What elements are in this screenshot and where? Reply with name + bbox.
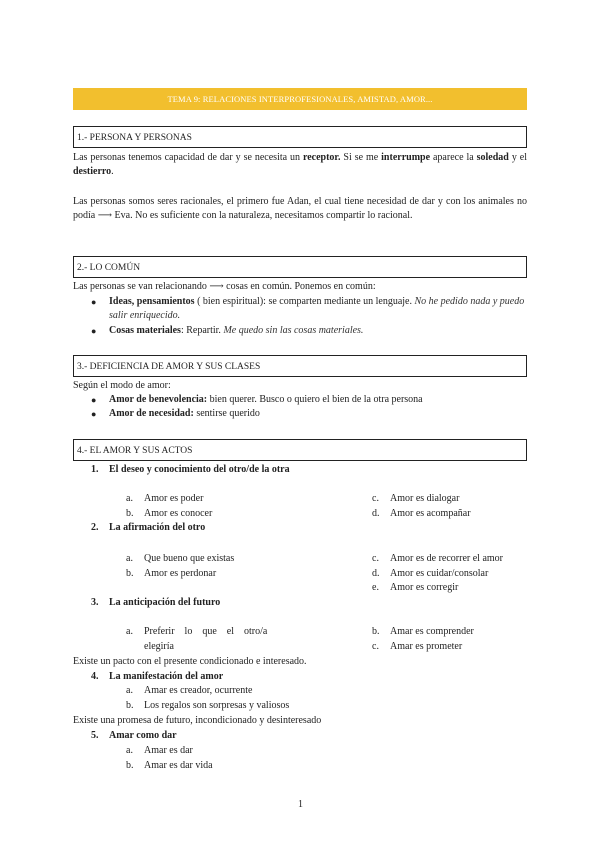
list-item — [126, 625, 267, 639]
section-1-paragraph-1 — [73, 151, 527, 179]
bullet-text — [109, 407, 527, 421]
list-letter: c. — [372, 553, 379, 564]
list-letter: b. — [126, 700, 134, 711]
promise-note: Existe una promesa de futuro, incondicionado y desinteresado — [73, 715, 322, 726]
list-item — [126, 744, 193, 758]
section-2-intro: Las personas se van relacionando ⟶ cosas en común. Ponemos en común: — [73, 281, 376, 292]
text: Las personas tenemos capacidad de dar y se necesita un — [73, 152, 303, 163]
list-letter: b. — [372, 626, 380, 637]
text-bold: Amor de necesidad: — [109, 408, 194, 419]
list-text: Amor es perdonar — [144, 568, 217, 579]
topic-banner: TEMA 9: RELACIONES INTERPROFESIONALES, AMISTAD, AMOR... — [73, 88, 527, 110]
list-text: Los regalos son sorpresas y valiosos — [144, 700, 290, 711]
list-text: Amor es poder — [144, 493, 204, 504]
list-item — [372, 567, 488, 581]
list-item — [126, 699, 289, 713]
text-bold: destierro — [73, 166, 112, 177]
list-letter: c. — [372, 493, 379, 504]
text: Si se me — [340, 152, 382, 163]
list-text: Amar es dar — [144, 745, 193, 756]
section-3-intro: Según el modo de amor: — [73, 380, 171, 391]
text-bold: soledad — [476, 152, 509, 163]
list-text: Amor es conocer — [144, 508, 213, 519]
list-item — [372, 492, 459, 506]
list-heading: Amar como dar — [109, 730, 177, 741]
bullet-icon: ● — [91, 395, 97, 405]
list-letter: a. — [126, 493, 133, 504]
act-4-heading — [91, 670, 223, 684]
list-text: Amor es dialogar — [390, 493, 460, 504]
text: y el — [508, 152, 527, 163]
bullet-icon: ● — [91, 297, 97, 307]
list-heading: La anticipación del futuro — [109, 597, 221, 608]
list-text: Amar es dar vida — [144, 760, 213, 771]
act-3-heading — [91, 596, 220, 610]
list-item — [372, 640, 462, 654]
list-heading: El deseo y conocimiento del otro/de la otra — [109, 464, 290, 475]
list-heading: La manifestación del amor — [109, 671, 224, 682]
list-letter: a. — [126, 745, 133, 756]
bullet-icon: ● — [91, 409, 97, 419]
list-letter: a. — [126, 626, 133, 637]
text: ( bien espiritual): se comparten mediante un lenguaje. — [194, 296, 415, 307]
act-1-heading — [91, 463, 290, 477]
list-item — [126, 684, 252, 698]
text: sentirse querido — [193, 408, 260, 419]
list-text: Amar es prometer — [390, 641, 463, 652]
list-number: 5. — [91, 730, 99, 741]
list-letter: b. — [126, 508, 134, 519]
list-text: Amor es acompañar — [390, 508, 471, 519]
list-item — [126, 567, 216, 581]
bullet-text — [109, 324, 527, 338]
list-item — [372, 581, 458, 595]
page-number: 1 — [298, 799, 303, 810]
list-item — [126, 507, 212, 521]
list-item — [126, 552, 234, 566]
list-letter: d. — [372, 508, 380, 519]
act-5-heading — [91, 729, 177, 743]
text: : Repartir. — [180, 325, 224, 336]
text: bien querer. Busco o quiero el bien de la otra persona — [207, 394, 423, 405]
list-text: Amar es comprender — [390, 626, 474, 637]
list-text: Preferir lo que el otro/a — [144, 626, 268, 637]
document-page — [73, 0, 527, 848]
list-number: 1. — [91, 464, 99, 475]
list-item — [126, 492, 203, 506]
list-text: Que bueno que existas — [144, 553, 235, 564]
list-item — [372, 552, 503, 566]
act-2-heading — [91, 521, 205, 535]
list-item — [126, 759, 213, 773]
list-item — [372, 625, 474, 639]
list-number: 4. — [91, 671, 99, 682]
list-letter: b. — [126, 760, 134, 771]
bullet-icon: ● — [91, 326, 97, 336]
bullet-text — [109, 393, 527, 407]
section-4-title: 4.- EL AMOR Y SUS ACTOS — [73, 439, 527, 461]
list-text: Amor es corregir — [390, 582, 459, 593]
text-bold: Ideas, pensamientos — [109, 296, 195, 307]
bullet-text — [109, 295, 527, 323]
text-italic: No he pedido nada y puedo salir enriquecido. — [109, 296, 525, 321]
section-2-title: 2.- LO COMÚN — [73, 256, 527, 278]
text-italic: Me quedo sin las cosas materiales. — [223, 325, 364, 336]
pact-note: Existe un pacto con el presente condicionado e interesado. — [73, 656, 307, 667]
list-letter: c. — [372, 641, 379, 652]
list-letter: a. — [126, 685, 133, 696]
list-letter: b. — [126, 568, 134, 579]
text-bold: interrumpe — [381, 152, 431, 163]
text: . — [111, 166, 114, 177]
list-heading: La afirmación del otro — [109, 522, 206, 533]
list-text: Amar es creador, ocurrente — [144, 685, 253, 696]
text: aparece la — [430, 152, 477, 163]
list-number: 2. — [91, 522, 99, 533]
section-1-title: 1.- PERSONA Y PERSONAS — [73, 126, 527, 148]
list-text: Amor es de recorrer el amor — [390, 553, 503, 564]
section-3-title: 3.- DEFICIENCIA DE AMOR Y SUS CLASES — [73, 355, 527, 377]
text-bold: Amor de benevolencia: — [109, 394, 208, 405]
list-letter: a. — [126, 553, 133, 564]
section-1-paragraph-2: Las personas somos seres racionales, el primero fue Adan, el cual tiene necesidad de dar y con los animales no podía ⟶ Eva. No es suficiente con la naturaleza, necesitamos compartir lo racional. — [73, 196, 527, 221]
list-number: 3. — [91, 597, 99, 608]
list-item — [372, 507, 471, 521]
list-letter: e. — [372, 582, 379, 593]
list-text: Amor es cuidar/consolar — [390, 568, 489, 579]
list-letter: d. — [372, 568, 380, 579]
text-bold: receptor. — [302, 152, 341, 163]
text-bold: Cosas materiales — [109, 325, 181, 336]
list-text-continued: elegiría — [144, 641, 174, 652]
